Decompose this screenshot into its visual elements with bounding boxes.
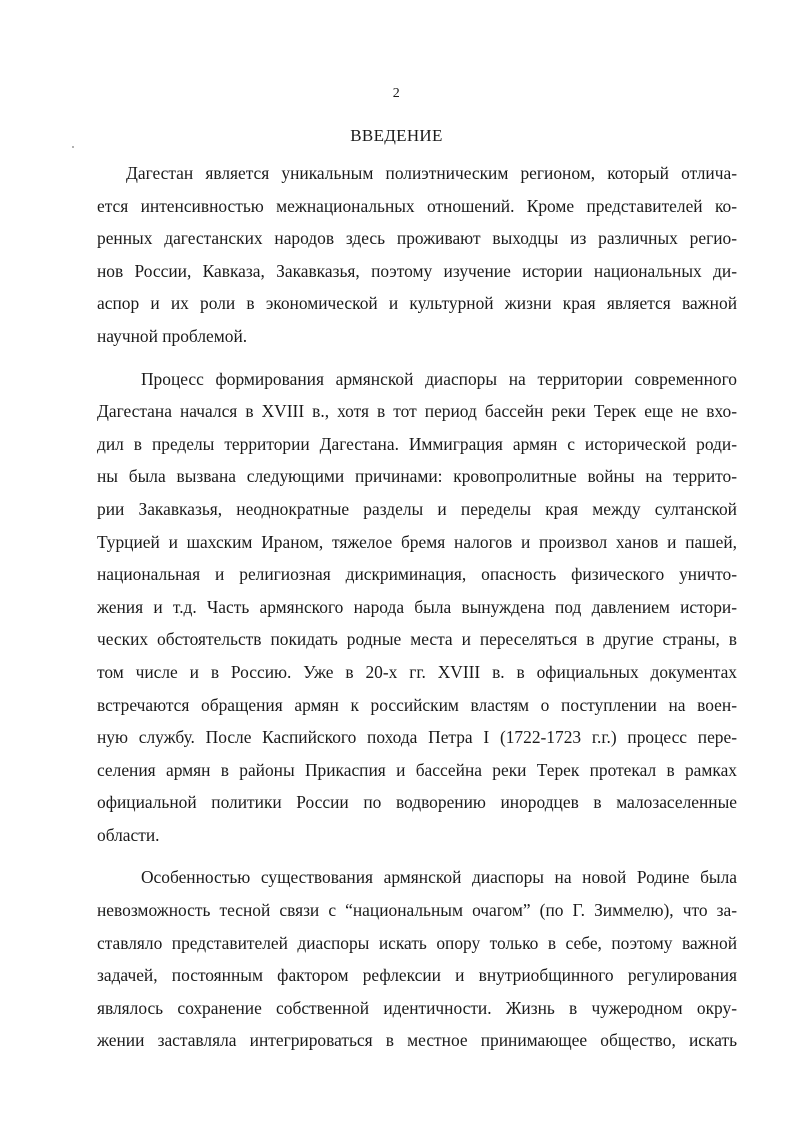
text-line: ную службу. После Каспийского похода Петра I (1722-1723 г.г.) процесс пере- bbox=[97, 727, 737, 748]
page-number: 2 bbox=[392, 86, 401, 101]
text-line: официальной политики России по водворению инородцев в малозаселенные bbox=[97, 792, 737, 813]
document-body bbox=[97, 157, 737, 1057]
text-line: Дагестан является уникальным полиэтническим регионом, который отлича- bbox=[126, 163, 737, 183]
text-line: жении заставляла интегрироваться в местное принимающее общество, искать bbox=[97, 1030, 737, 1051]
text-line: являлось сохранение собственной идентичности. Жизнь в чужеродном окру- bbox=[97, 997, 737, 1018]
text-line: рии Закавказья, неоднократные разделы и переделы края между султанской bbox=[97, 498, 737, 519]
text-line: ется интенсивностью межнациональных отношений. Кроме представителей ко- bbox=[97, 195, 737, 216]
paragraph-identity bbox=[97, 861, 737, 1057]
text-line: ренных дагестанских народов здесь проживают выходцы из различных регио- bbox=[97, 228, 737, 249]
text-line: задачей, постоянным фактором рефлексии и внутриобщинного регулирования bbox=[97, 965, 737, 986]
paragraph-intro bbox=[97, 157, 737, 353]
text-line: Особенностью существования армянской диаспоры на новой Родине была bbox=[141, 867, 737, 888]
text-line: Турцией и шахским Ираном, тяжелое бремя налогов и произвол ханов и пашей, bbox=[97, 531, 737, 552]
text-line: ны была вызвана следующими причинами: кровопролитные войны на террито- bbox=[97, 466, 737, 487]
text-line: ческих обстоятельств покидать родные места и переселяться в другие страны, в bbox=[97, 629, 737, 650]
text-line: области. bbox=[97, 824, 160, 845]
text-line: аспор и их роли в экономической и культурной жизни края является важной bbox=[97, 293, 737, 314]
text-line: невозможность тесной связи с “национальным очагом” (по Г. Зиммелю), что за- bbox=[97, 900, 737, 921]
text-line: жения и т.д. Часть армянского народа была вынуждена под давлением истори- bbox=[97, 596, 737, 617]
paragraph-gap bbox=[97, 353, 737, 363]
paragraph-armenian-diaspora bbox=[97, 363, 737, 852]
text-line: селения армян в районы Прикаспия и бассейна реки Терек протекал в рамках bbox=[97, 759, 737, 780]
text-line: встречаются обращения армян к российским властям о поступлении на воен- bbox=[97, 694, 737, 715]
text-line: том числе и в Россию. Уже в 20-х гг. XVIII в. в официальных документах bbox=[97, 661, 737, 682]
text-line: нов России, Кавказа, Закавказья, поэтому изучение истории национальных ди- bbox=[97, 260, 737, 281]
text-line: национальная и религиозная дискриминация, опасность физического уничто- bbox=[97, 564, 737, 585]
paragraph-gap bbox=[97, 851, 737, 861]
text-line: ставляло представителей диаспоры искать опору только в себе, поэтому важной bbox=[97, 932, 737, 953]
text-line: научной проблемой. bbox=[97, 325, 248, 346]
text-line: Дагестана начался в XVIII в., хотя в тот период бассейн реки Терек еще не вхо- bbox=[97, 401, 737, 422]
section-title: ВВЕДЕНИЕ bbox=[350, 126, 443, 145]
scan-speck bbox=[72, 146, 74, 148]
text-line: дил в пределы территории Дагестана. Иммиграция армян с исторической роди- bbox=[97, 433, 737, 454]
text-line: Процесс формирования армянской диаспоры на территории современного bbox=[141, 368, 737, 389]
